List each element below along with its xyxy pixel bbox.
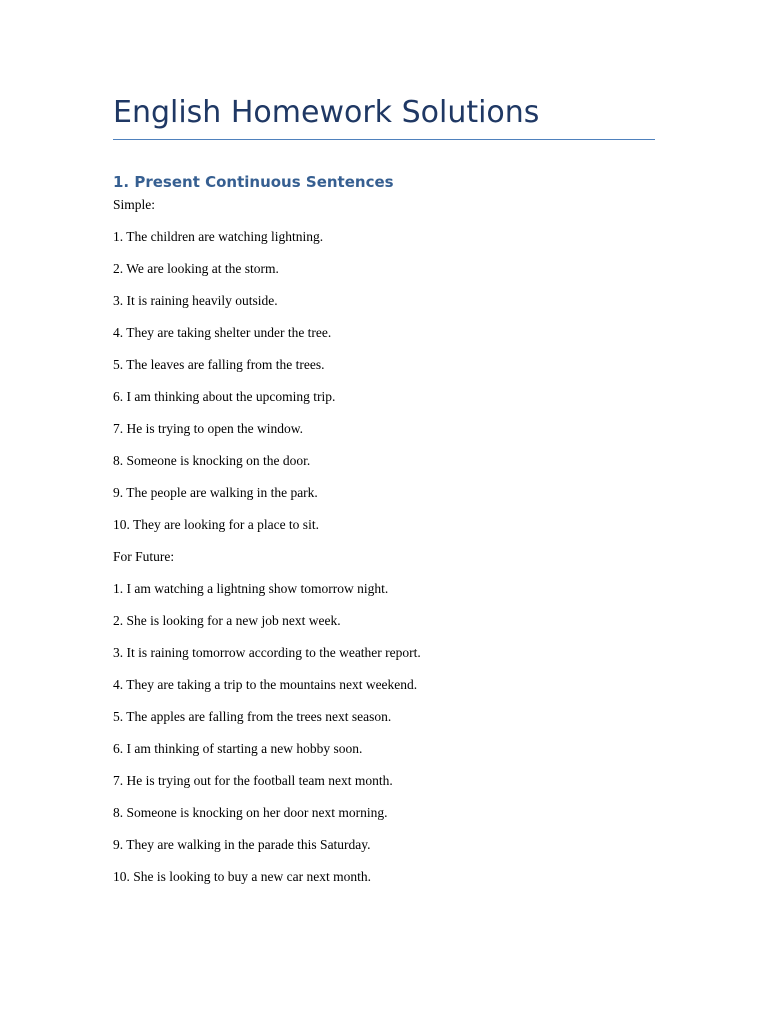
future-list-item: 10. She is looking to buy a new car next month. [113, 869, 371, 884]
future-list-item: 8. Someone is knocking on her door next morning. [113, 805, 388, 820]
section-heading: 1. Present Continuous Sentences [113, 173, 394, 191]
simple-list-item: 2. We are looking at the storm. [113, 261, 279, 276]
simple-list-item: 5. The leaves are falling from the trees. [113, 357, 325, 372]
simple-list-item: 6. I am thinking about the upcoming trip. [113, 389, 336, 404]
simple-list-item: 3. It is raining heavily outside. [113, 293, 278, 308]
simple-list-item: 4. They are taking shelter under the tree. [113, 325, 332, 340]
future-list-item: 5. The apples are falling from the trees next season. [113, 709, 392, 724]
future-list-item: 4. They are taking a trip to the mountains next weekend. [113, 677, 418, 692]
simple-list-item: 9. The people are walking in the park. [113, 485, 318, 500]
simple-list-item: 8. Someone is knocking on the door. [113, 453, 311, 468]
future-list-item: 9. They are walking in the parade this Saturday. [113, 837, 371, 852]
future-list-item: 3. It is raining tomorrow according to the weather report. [113, 645, 421, 660]
future-list-item: 2. She is looking for a new job next week. [113, 613, 341, 628]
future-label: For Future: [113, 549, 175, 564]
simple-list-item: 1. The children are watching lightning. [113, 229, 324, 244]
future-list-item: 6. I am thinking of starting a new hobby soon. [113, 741, 363, 756]
future-list-item: 1. I am watching a lightning show tomorrow night. [113, 581, 389, 596]
simple-label: Simple: [113, 197, 156, 212]
document-title: English Homework Solutions [113, 95, 540, 130]
title-underline-rule [113, 139, 655, 140]
simple-list-item: 10. They are looking for a place to sit. [113, 517, 319, 532]
simple-list-item: 7. He is trying to open the window. [113, 421, 303, 436]
future-list-item: 7. He is trying out for the football team next month. [113, 773, 393, 788]
